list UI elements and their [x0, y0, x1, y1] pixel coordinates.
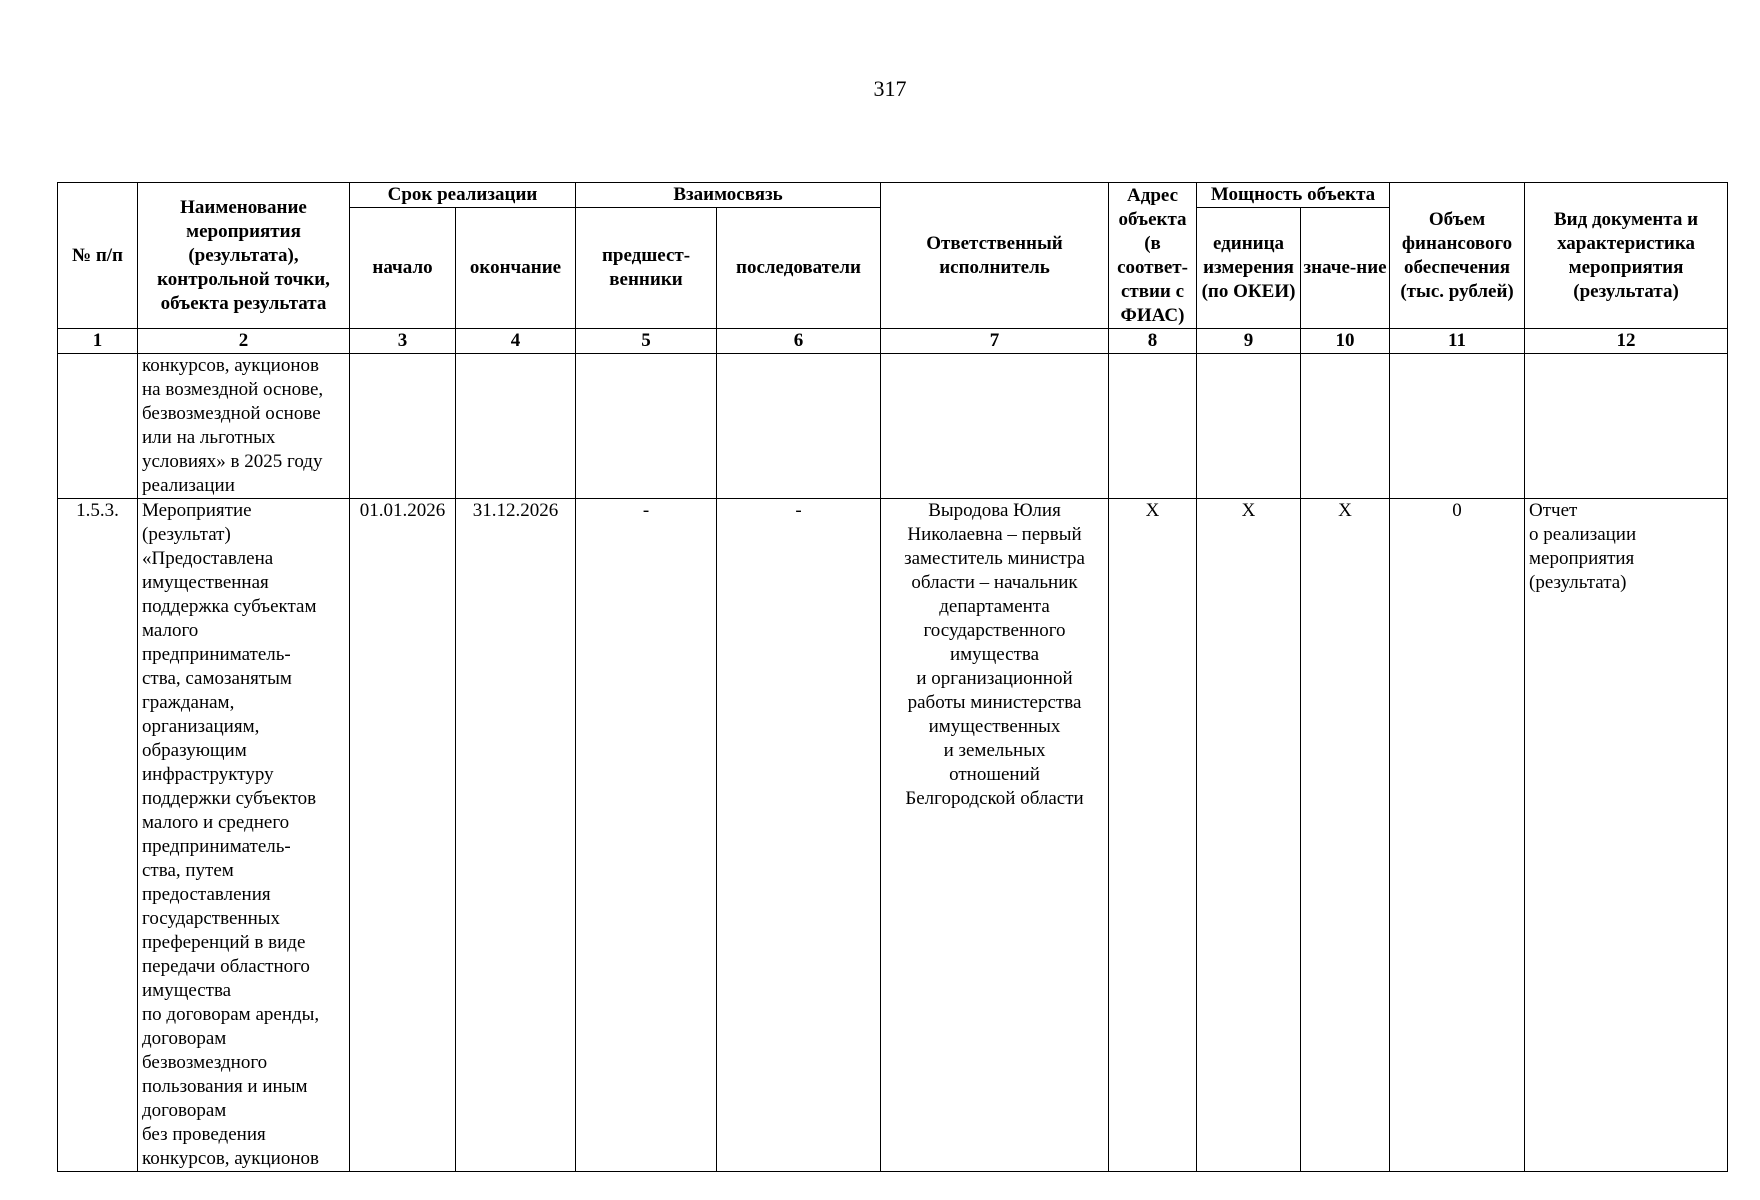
header-unit: единица измерения (по ОКЕИ) — [1197, 208, 1301, 329]
table-row — [58, 354, 1728, 499]
cell-doc-type: Отчет о реализации мероприятия (результата) — [1525, 499, 1728, 1172]
table-row — [58, 499, 1728, 1172]
page-number: 317 — [873, 76, 907, 101]
header-end: окончание — [456, 208, 576, 329]
cell-end: 31.12.2026 — [456, 499, 576, 1172]
column-number: 3 — [350, 329, 456, 354]
column-number: 1 — [58, 329, 138, 354]
cell-start — [350, 354, 456, 499]
cell-unit — [1197, 354, 1301, 499]
header-doc-type: Вид документа и характеристика мероприятия (результата) — [1525, 183, 1728, 329]
header-relation: Взаимосвязь — [576, 183, 881, 208]
header-num: № п/п — [58, 183, 138, 329]
header-funding: Объем финансового обеспечения (тыс. рублей) — [1390, 183, 1525, 329]
header-value: значе-ние — [1301, 208, 1390, 329]
cell-responsible: Выродова Юлия Николаевна – первый заместитель министра области – начальник департамента государственного имущества и организационной работы министерства имущественных и земельных отношений Белгородской области — [881, 499, 1109, 1172]
column-number: 5 — [576, 329, 717, 354]
cell-value: Х — [1301, 499, 1390, 1172]
cell-end — [456, 354, 576, 499]
column-number: 4 — [456, 329, 576, 354]
cell-doc-type — [1525, 354, 1728, 499]
header-name: Наименование мероприятия (результата), контрольной точки, объекта результата — [138, 183, 350, 329]
cell-funding: 0 — [1390, 499, 1525, 1172]
cell-funding — [1390, 354, 1525, 499]
cell-address: Х — [1109, 499, 1197, 1172]
cell-responsible — [881, 354, 1109, 499]
cell-name: Мероприятие (результат) «Предоставлена имущественная поддержка субъектам малого предприниматель- ства, самозанятым гражданам, организациям, образующим инфраструктуру поддержки субъектов малого и среднего предприниматель- ства, путем предоставления государственных преференций в виде передачи областного имущества по договорам аренды, договорам безвозмездного пользования и иным договорам без проведения конкурсов, аукционов — [138, 499, 350, 1172]
header-row-1 — [58, 183, 1728, 208]
header-successors: последователи — [717, 208, 881, 329]
cell-predecessors — [576, 354, 717, 499]
column-number: 12 — [1525, 329, 1728, 354]
header-predecessors: предшест-венники — [576, 208, 717, 329]
column-number: 11 — [1390, 329, 1525, 354]
header-responsible: Ответственный исполнитель — [881, 183, 1109, 329]
header-start: начало — [350, 208, 456, 329]
cell-predecessors: - — [576, 499, 717, 1172]
column-number: 7 — [881, 329, 1109, 354]
cell-num — [58, 354, 138, 499]
cell-name: конкурсов, аукционов на возмездной основе, безвозмездной основе или на льготных условиях» в 2025 году реализации — [138, 354, 350, 499]
column-number: 6 — [717, 329, 881, 354]
header-capacity: Мощность объекта — [1197, 183, 1390, 208]
cell-unit: Х — [1197, 499, 1301, 1172]
cell-successors: - — [717, 499, 881, 1172]
cell-address — [1109, 354, 1197, 499]
cell-successors — [717, 354, 881, 499]
header-address: Адрес объекта (в соответ-ствии с ФИАС) — [1109, 183, 1197, 329]
header-period: Срок реализации — [350, 183, 576, 208]
cell-value — [1301, 354, 1390, 499]
cell-start: 01.01.2026 — [350, 499, 456, 1172]
cell-num: 1.5.3. — [58, 499, 138, 1172]
column-number: 9 — [1197, 329, 1301, 354]
events-table — [57, 182, 1728, 1172]
column-number: 10 — [1301, 329, 1390, 354]
column-number: 8 — [1109, 329, 1197, 354]
column-number: 2 — [138, 329, 350, 354]
column-number-row — [58, 329, 1728, 354]
